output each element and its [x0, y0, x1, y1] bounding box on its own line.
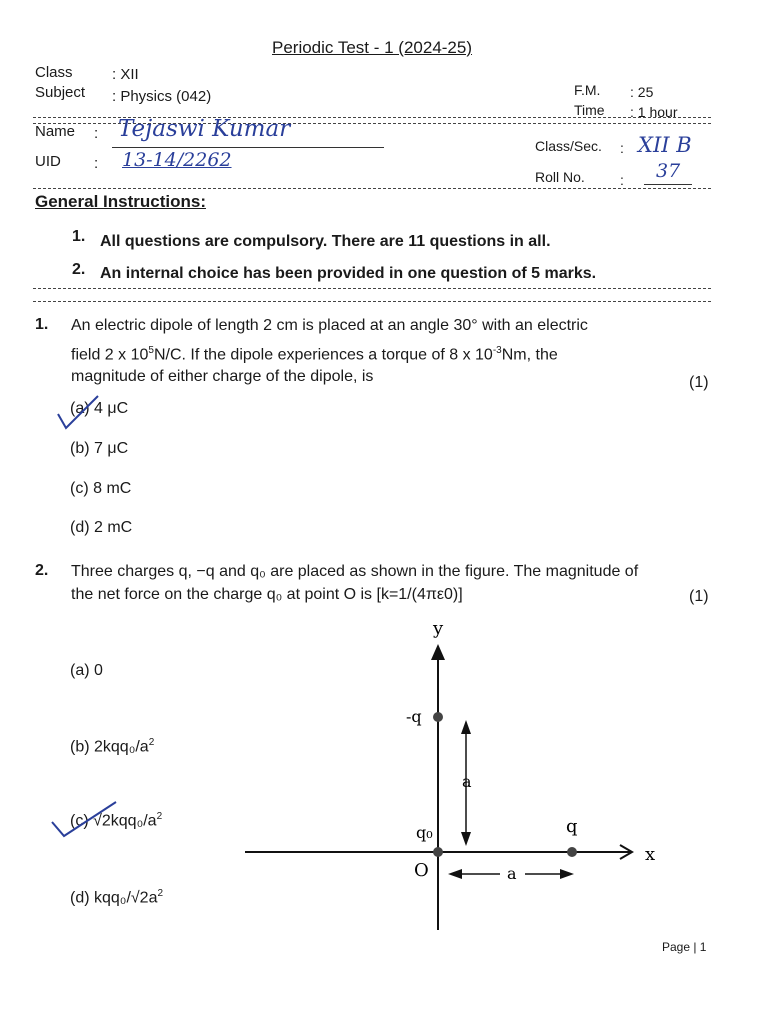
subject-value: : Physics (042) [112, 88, 212, 105]
classsec-label: Class/Sec. [535, 138, 602, 154]
origin-label: O [414, 860, 429, 881]
horizontal-distance-label: a [507, 864, 517, 883]
roll-label: Roll No. [535, 169, 585, 185]
q2-line-1: Three charges q, −q and q₀ are placed as shown in the figure. The magnitude of [71, 563, 639, 580]
vertical-distance-label: a [462, 772, 472, 791]
check-mark-icon [56, 392, 116, 437]
instructions-divider-2 [33, 301, 711, 302]
y-axis-label: y [433, 618, 444, 639]
uid-colon: : [94, 155, 99, 172]
q1-marks: (1) [689, 374, 709, 391]
arrow-down-icon [461, 832, 471, 846]
q1-option-b: (b) 7 μC [70, 440, 129, 457]
time-label: Time [574, 102, 605, 118]
class-label: Class [35, 64, 73, 81]
q2-option-c: (c) $√2kqq_0/a^2$ [70, 811, 163, 830]
fm-label: F.M. [574, 82, 601, 98]
instructions-heading: General Instructions: [35, 192, 206, 211]
q1-option-a: (a) 4 μC [70, 400, 129, 417]
roll-handwritten: 37 [656, 160, 681, 182]
origin-charge-dot [433, 847, 443, 857]
page-number: Page | 1 [662, 940, 707, 954]
subject-label: Subject [35, 84, 86, 101]
instruction-2-number: 2. [72, 261, 86, 278]
time-value: : 1 hour [630, 104, 678, 120]
q1-option-c: (c) 8 mC [70, 480, 132, 497]
classsec-handwritten: XII B [638, 133, 692, 157]
name-underline [112, 147, 384, 148]
name-colon: : [94, 125, 99, 142]
test-title: Periodic Test - 1 (2024-25) [272, 38, 473, 57]
y-axis-arrow-icon [431, 644, 445, 660]
arrow-left-icon [448, 869, 462, 879]
check-mark-icon [50, 800, 120, 845]
roll-colon: : [620, 172, 624, 188]
arrow-right-icon [560, 869, 574, 879]
negative-charge-dot [433, 712, 443, 722]
q2-marks: (1) [689, 588, 709, 605]
q1-line-1: An electric dipole of length 2 cm is placed at an angle 30° with an electric [71, 317, 588, 334]
q2-option-b: (b) $2kqq_0/a^2$ [70, 737, 155, 756]
positive-charge-dot [567, 847, 577, 857]
fm-value: : 25 [630, 84, 654, 100]
uid-handwritten: 13-14/2262 [122, 149, 232, 171]
q1-number: 1. [35, 316, 49, 333]
q2-option-a: (a) 0 [70, 662, 103, 679]
pos-charge-label: q [566, 816, 578, 837]
roll-underline [644, 184, 692, 185]
header-divider-3 [33, 188, 711, 189]
q2-number: 2. [35, 562, 49, 579]
q1-line-3: magnitude of either charge of the dipole, is [71, 368, 374, 385]
q2-option-d: (d) kqq₀/$√2a^2$ [70, 888, 164, 907]
classsec-colon: : [620, 140, 624, 156]
q2-line-2: the net force on the charge q₀ at point O is [k=1/(4πε0)] [71, 586, 463, 603]
instruction-1-number: 1. [72, 228, 86, 245]
instruction-1-text: All questions are compulsory. There are 11 questions in all. [100, 233, 551, 250]
q1-option-d: (d) 2 mC [70, 519, 133, 536]
class-value: : XII [112, 66, 139, 83]
name-handwritten: Tejaswi Kumar [118, 116, 291, 142]
neg-charge-label: -q [406, 707, 422, 726]
instructions-divider-1 [33, 288, 711, 289]
name-label: Name [35, 123, 76, 140]
uid-label: UID [35, 153, 61, 170]
charge-diagram [240, 610, 680, 940]
instruction-2-text: An internal choice has been provided in one question of 5 marks. [100, 265, 597, 282]
q0-label: q₀ [416, 823, 433, 842]
q1-line-2: field 2 x $10^5N/C$. If the dipole experiences a torque of 8 x $10^{-3}Nm$, the [71, 345, 558, 364]
arrow-up-icon [461, 720, 471, 734]
x-axis-label: x [645, 844, 656, 865]
